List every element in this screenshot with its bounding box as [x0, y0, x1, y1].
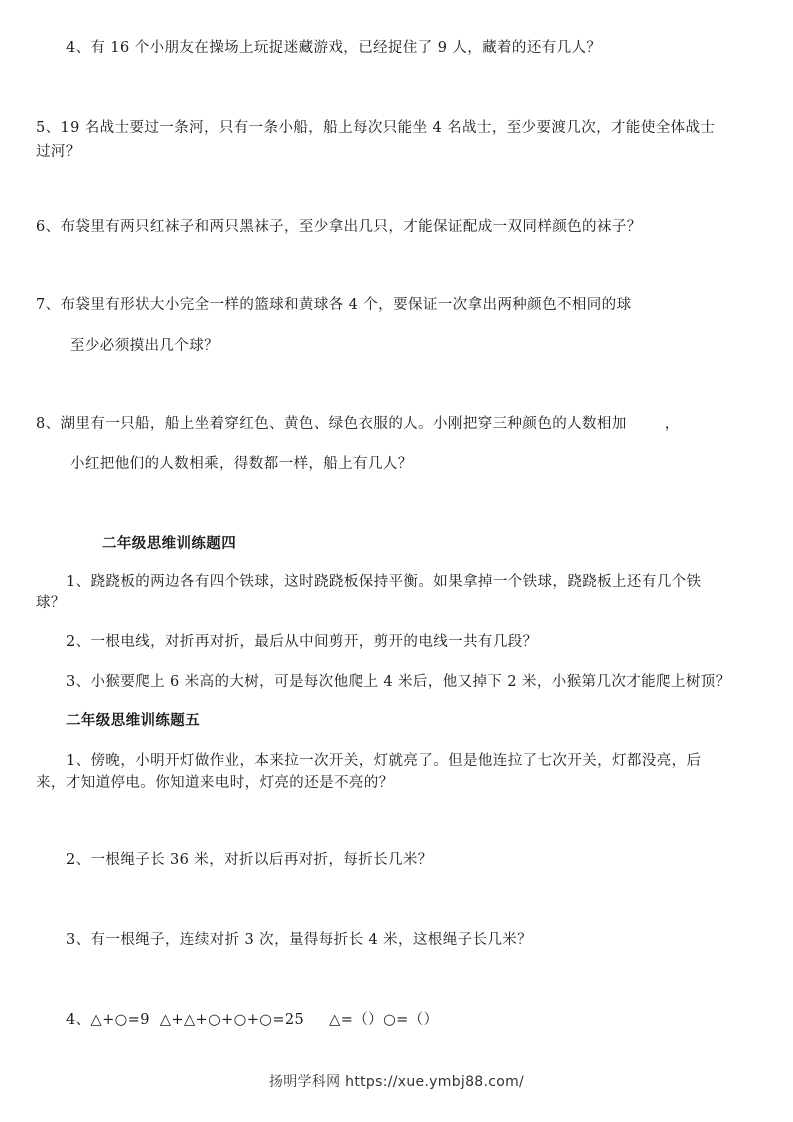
- section3-question-8-text: 8、湖里有一只船，船上坐着穿红色、黄色、绿色衣服的人。小刚把穿三种颜色的人数相加: [36, 416, 627, 432]
- section5-question-1-line1: 1、傍晚，小明开灯做作业，本来拉一次开关，灯就亮了。但是他连拉了七次开关，灯都没亮，后: [66, 753, 702, 769]
- section3-question-8-line2: 小红把他们的人数相乘，得数都一样，船上有几人？: [70, 456, 413, 472]
- section3-question-4: 4、有 16 个小朋友在操场上玩捉迷藏游戏，已经捉住了 9 人，藏着的还有几人？: [66, 40, 602, 56]
- section3-question-8-trailing-comma: ，: [664, 416, 680, 432]
- section4-title: 二年级思维训练题四: [102, 535, 237, 552]
- section4-question-1-line2: 球？: [36, 595, 66, 611]
- section5-question-4: 4、△+○=9 △+△+○+○+○=25 △=（）○=（）: [66, 1012, 439, 1028]
- section3-question-7-line1: 7、布袋里有形状大小完全一样的篮球和黄球各 4 个，要保证一次拿出两种颜色不相同的球: [36, 297, 632, 313]
- section3-question-5-line1: 5、19 名战士要过一条河，只有一条小船，船上每次只能坐 4 名战士，至少要渡几次，才能使全体战士: [36, 120, 716, 136]
- section5-question-1-line2: 来，才知道停电。你知道来电时，灯亮的还是不亮的？: [36, 775, 394, 791]
- section4-question-3: 3、小猴要爬上 6 米高的大树，可是每次他爬上 4 米后，他又掉下 2 米，小猴第几次才能爬上树顶？: [66, 674, 731, 690]
- section3-question-6: 6、布袋里有两只红袜子和两只黑袜子，至少拿出几只，才能保证配成一双同样颜色的袜子？: [36, 219, 642, 235]
- section5-title: 二年级思维训练题五: [66, 712, 201, 729]
- footer-text: 扬明学科网 https://xue.ymbj88.com/: [268, 1074, 525, 1090]
- section5-question-3: 3、有一根绳子，连续对折 3 次，量得每折长 4 米，这根绳子长几米？: [66, 932, 533, 948]
- section4-question-2: 2、一根电线，对折再对折，最后从中间剪开，剪开的电线一共有几段？: [66, 634, 538, 650]
- section3-question-7-line2: 至少必须摸出几个球？: [70, 338, 219, 354]
- section4-question-1-line1: 1、跷跷板的两边各有四个铁球，这时跷跷板保持平衡。如果拿掉一个铁球，跷跷板上还有几个铁: [66, 574, 702, 590]
- section3-question-8-line1: [36, 412, 680, 436]
- section5-question-2: 2、一根绳子长 36 米，对折以后再对折，每折长几米？: [66, 852, 433, 868]
- section3-question-5-line2: 过河？: [36, 144, 81, 160]
